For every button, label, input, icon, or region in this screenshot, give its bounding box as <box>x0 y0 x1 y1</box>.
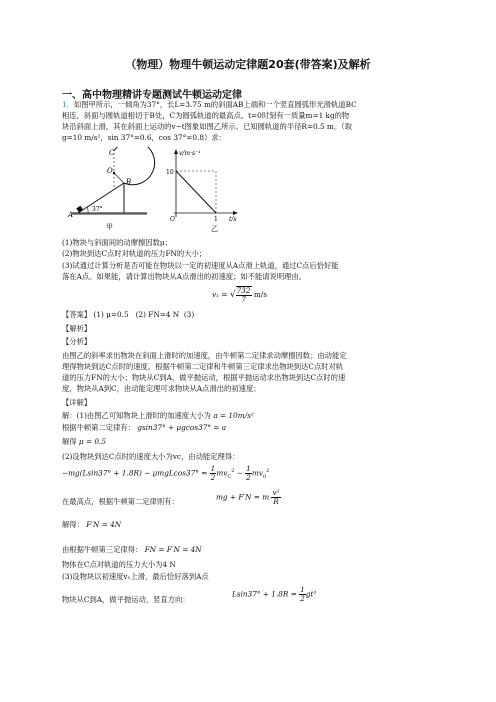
question-line-2: 相连，斜面与圆轨道相切于B处，C为圆弧轨道的最高点。t=0时刻有一质量m=1 kg的物 <box>62 111 350 120</box>
label-o: O <box>107 167 113 175</box>
analysis-line-2: 理得物块到达C点时的速度，根据牛顿第二定律和牛顿第三定律求出物块到达C点时对轨 <box>62 362 344 371</box>
label-t-end: 1 <box>214 216 218 223</box>
caption-left: 甲 <box>106 223 113 231</box>
question-line-1: 1．如图甲所示，一倾角为37°，长L=3.75 m的斜面AB上端和一个竖直圆弧形光滑轨道BC <box>62 100 357 109</box>
label-b: B <box>126 178 132 186</box>
fraction-half-2: $\frac{1}{2}$ <box>246 464 251 482</box>
label-origin: O <box>170 216 175 223</box>
label-a: A <box>68 211 74 219</box>
analysis-line-1: 由图乙的斜率求出物块在斜面上滑时的加速度，由牛顿第二定律求动摩擦因数；由动能定 <box>62 351 347 360</box>
sub-question-1: (1)物块与斜面间的动摩擦因数μ； <box>62 238 172 247</box>
solution-step-2: 根据牛顿第二定律有： gsin37° + μgcos37° = a <box>62 423 227 432</box>
solution-step-8: 由根据牛顿第三定律得： FN = F′N = 4N <box>62 545 202 554</box>
formula-fn-prime: F′N = 4N <box>86 520 122 529</box>
figure-right-vt-graph <box>166 149 238 233</box>
formula-highest-point: mg + F′N = m $\frac{\text{v²}}{R}$ <box>216 488 280 506</box>
answer-part-3: (3) <box>183 310 195 319</box>
solution-energy-equation: −mg(Lsin37° + 1.8R) − μmgLcos37° = $\frac{1}{2}$ $mv_C^2$ − $\frac{1}{2}$ $mv_0^2$ <box>62 464 270 482</box>
answer-numerator: 732 <box>236 286 251 295</box>
formula-acceleration: a = 10m/s² <box>213 411 254 420</box>
solution-step-4: (2)设物块到达C点时的速度大小为vc，由动能定理得： <box>62 452 240 461</box>
solution-step-7: 解得： F′N = 4N <box>62 520 122 529</box>
label-v-axis: v/m·s⁻¹ <box>179 150 201 157</box>
detail-label: 【详解】 <box>62 398 92 407</box>
answer-line <box>62 310 194 320</box>
sub-question-3b: 落在A点。如果能，请计算出物块从A点滑出的初速度；如不能请说明理由。 <box>62 272 307 281</box>
answer-denominator: 7 <box>241 295 246 304</box>
label-t-axis: t/s <box>229 216 237 223</box>
fenxi-label: 【分析】 <box>62 337 92 346</box>
solution-step-11: 物块从C到A，做平抛运动，竖直方向： <box>62 595 190 604</box>
solution-step-9: 物体在C点对轨道的压力大小为4 N <box>62 560 176 569</box>
formula-fn: FN = F′N = 4N <box>144 545 202 554</box>
label-angle: 37° <box>92 206 103 213</box>
solution-step-1: 解：(1)由图乙可知物块上滑时的加速度大小为 a = 10m/s² <box>62 411 254 420</box>
figure <box>66 147 256 233</box>
answer-v1-symbol: v₁ = <box>212 290 228 299</box>
question-line-3: 块沿斜面上滑，其在斜面上运动的v−t图象如图乙所示。已知圆轨道的半径R=0.5 m。（取 <box>62 122 353 131</box>
analysis-line-3: 道的压力FN的大小；物块从C到A，做平抛运动，根据平抛运动求出物块到达C点时的速 <box>62 373 346 382</box>
caption-right: 乙 <box>211 225 218 233</box>
label-v0: 10 <box>166 169 174 176</box>
section-heading: 一、高中物理精讲专题测试牛顿运动定律 <box>62 90 242 101</box>
solution-step-6: 在最高点，根据牛顿第二定律则有： <box>62 497 179 506</box>
answer-part-2: (2) FN=4 N <box>135 310 180 319</box>
sqrt-icon: √ <box>229 290 236 300</box>
analysis-label: 【解析】 <box>62 324 92 333</box>
formula-mu: μ = 0.5 <box>78 437 107 446</box>
answer-label: 【答案】 <box>62 310 92 319</box>
fraction-v2-over-r: $\frac{\text{v²}}{R}$ <box>272 488 280 506</box>
sub-question-3a: (3)试通过计算分析是否可能在物块以一定的初速度从A点滑上轨道，通过C点后恰好能 <box>62 261 339 270</box>
figure-left-incline-track <box>67 147 155 231</box>
solution-step-10: (3)设物块以初速度v₁上滑，最后恰好落到A点 <box>62 572 209 581</box>
analysis-line-4: 度，物块从A到C，由动能定理可求物块从A点滑出的初速度； <box>62 384 261 393</box>
sub-question-2: (2)物块到达C点时对轨道的压力FN的大小； <box>62 249 207 258</box>
solution-step-3: 解得 μ = 0.5 <box>62 437 107 446</box>
answer-fraction <box>236 286 252 304</box>
fraction-half-1: $\frac{1}{2}$ <box>210 464 216 482</box>
answer-formula-row <box>212 286 267 304</box>
answer-unit: m/s <box>253 290 267 299</box>
formula-newton: gsin37° + μgcos37° = a <box>137 423 227 432</box>
fraction-half-3: $\frac{1}{2}$ <box>300 585 305 603</box>
answer-part-1: (1) μ=0.5 <box>93 310 129 319</box>
question-line-4: g=10 m/s²，sin 37°=0.6，cos 37°=0.8）求： <box>62 133 226 142</box>
question-number: 1． <box>62 100 74 109</box>
formula-vertical-motion: Lsin37° + 1.8R = $\frac{1}{2}$ gt² <box>232 585 317 603</box>
label-c: C <box>109 149 115 157</box>
document-title: （物理）物理牛顿运动定律题20套(带答案)及解析 <box>125 58 371 71</box>
